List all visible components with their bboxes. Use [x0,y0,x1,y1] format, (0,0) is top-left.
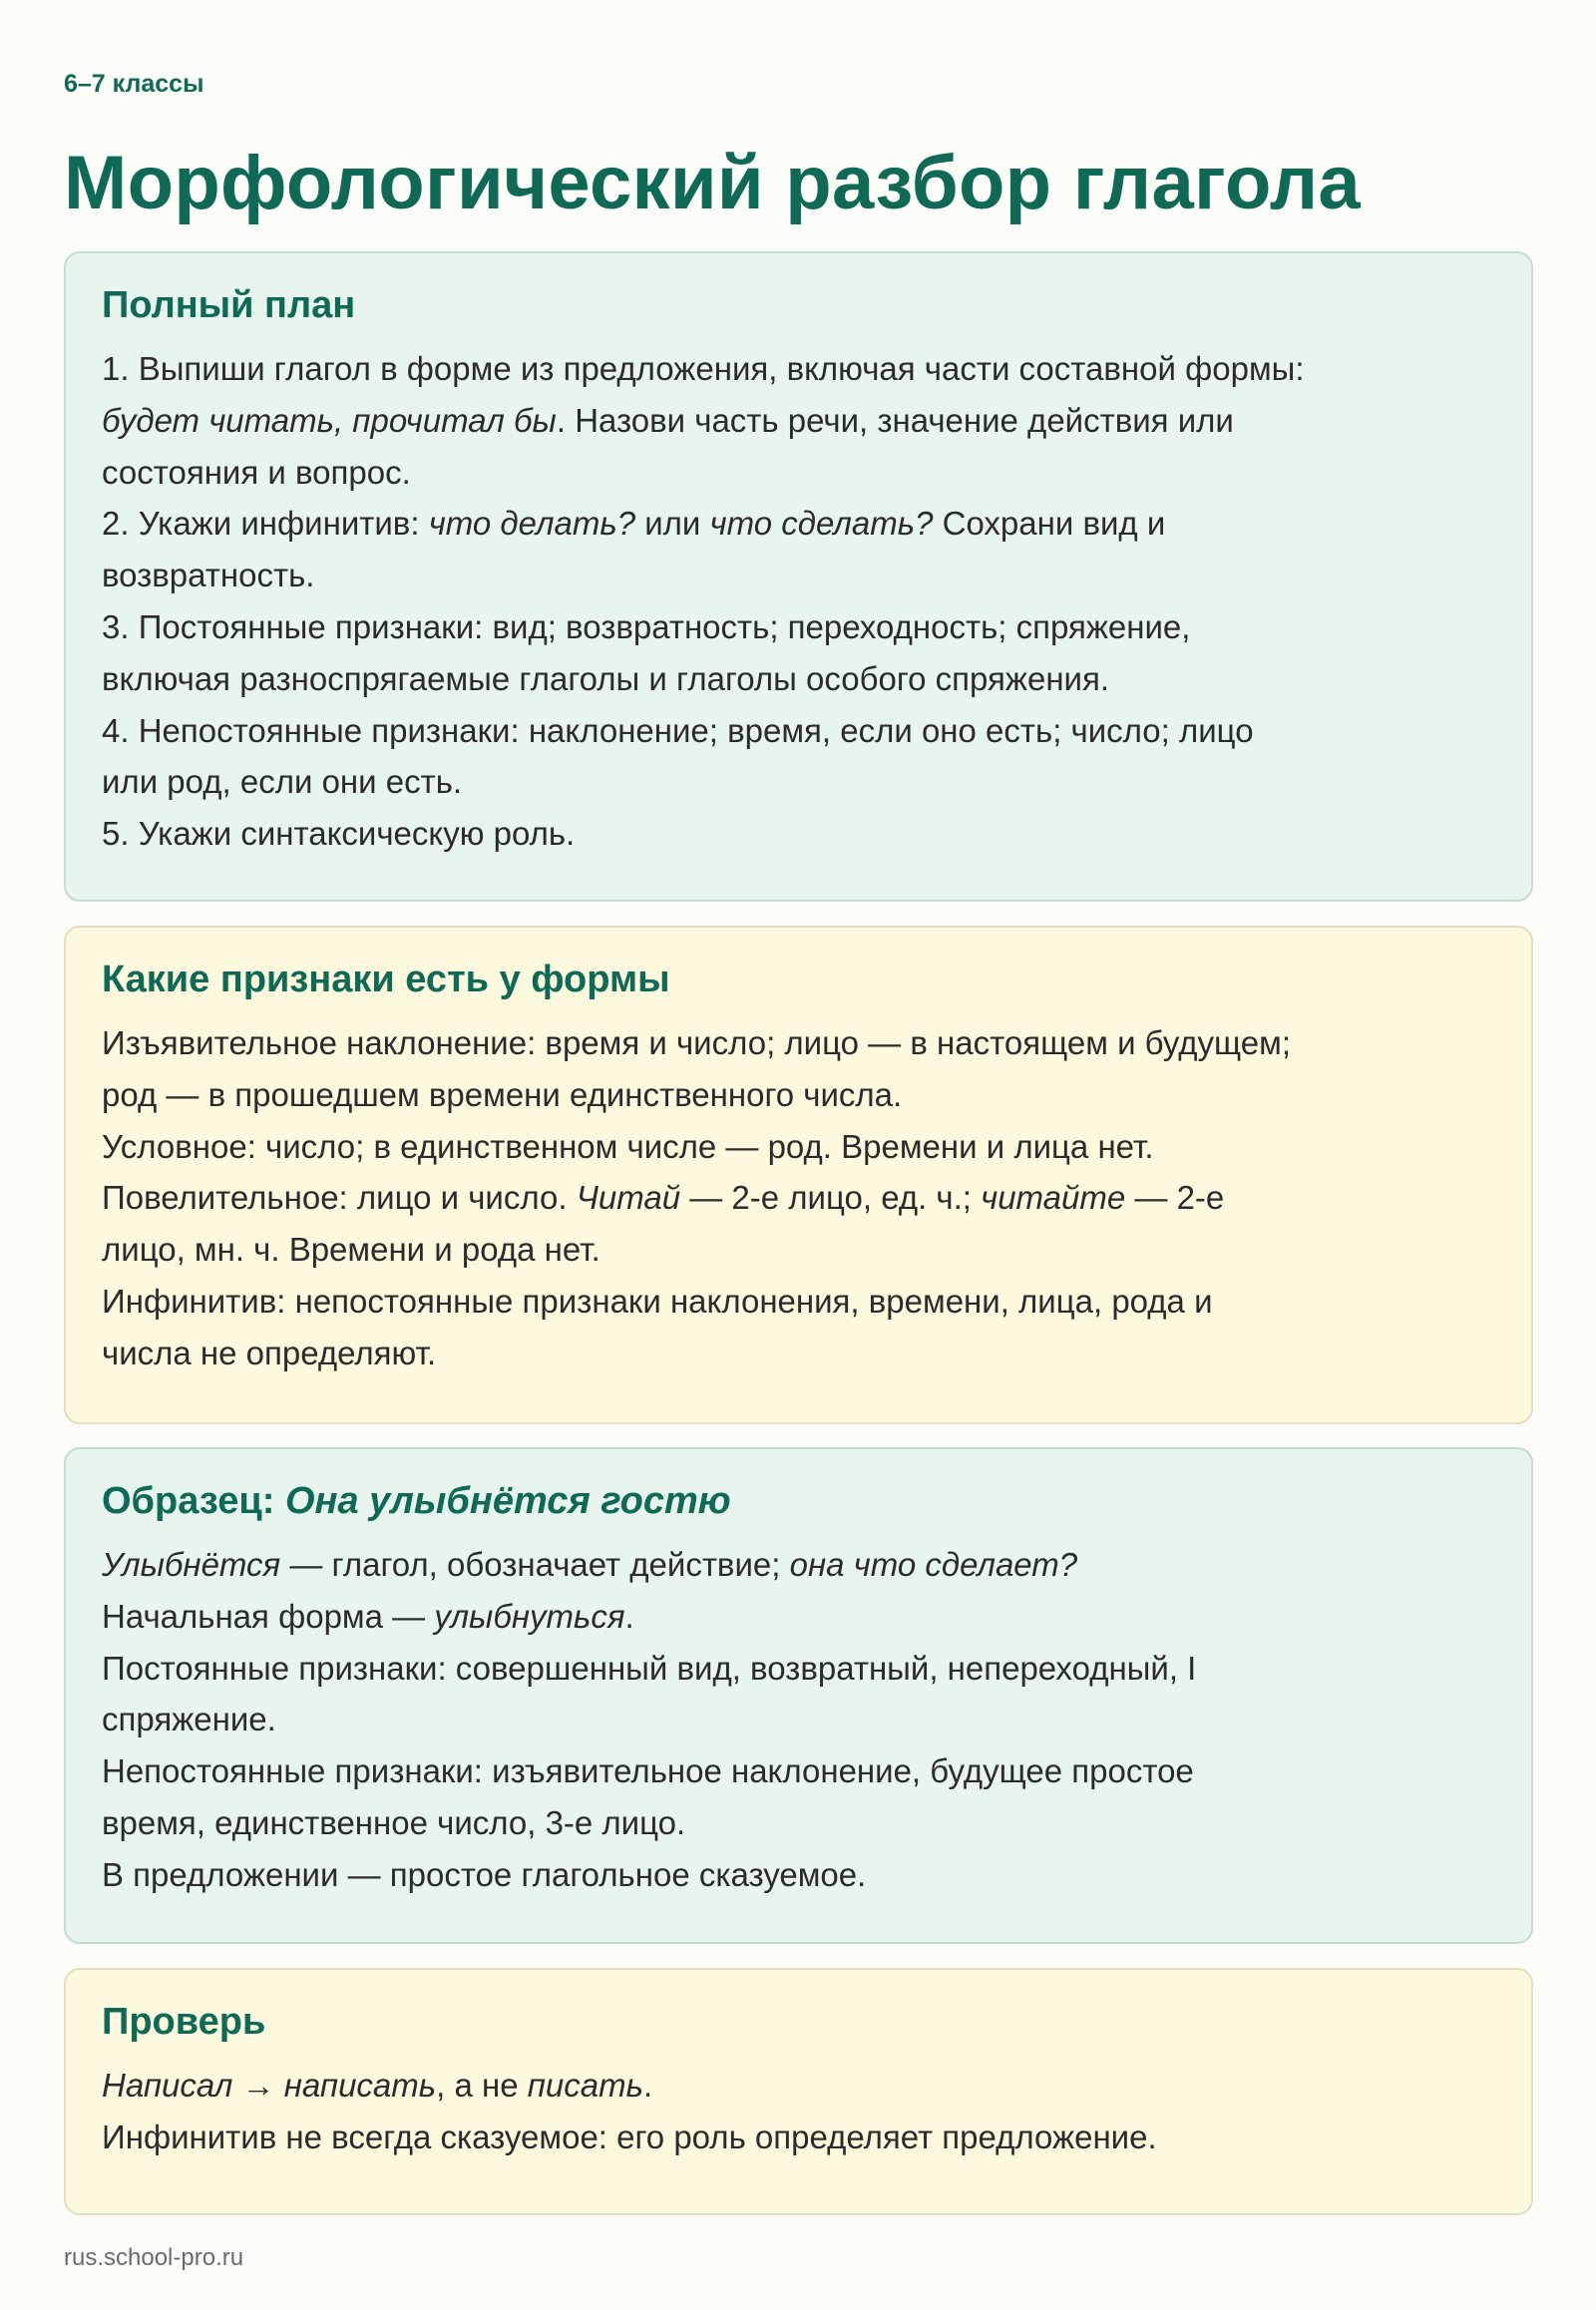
features-example-2: читайте [981,1179,1126,1217]
features-line-2: род — в прошедшем времени единственного числа. [102,1075,903,1113]
plan-example-forms: будет читать, прочитал бы [102,401,557,439]
check-card [64,1968,1533,2215]
plan-line-3: состояния и вопрос. [102,453,411,491]
sample-line-1: Улыбнётся — глагол, обозначает действие; она что сделает? [102,1546,1078,1583]
sample-question: она что сделает? [789,1546,1078,1583]
plan-line-6: 3. Постоянные признаки: вид; возвратность; переходность; спряжение, [102,607,1191,645]
check-line-2: Инфинитив не всегда сказуемое: его роль определяет предложение. [102,2118,1157,2155]
features-card [64,926,1533,1424]
check-correct-infinitive: написать [283,2067,437,2104]
sample-line-4: спряжение. [102,1701,276,1738]
sample-sentence: Она улыбнётся гостю [284,1480,731,1522]
grade-label: 6–7 классы [64,70,204,98]
sample-line-3: Постоянные признаки: совершенный вид, возвратный, непереходный, I [102,1649,1197,1687]
plan-question-2: что сделать? [709,505,934,543]
plan-line-9: или род, если они есть. [102,763,463,801]
plan-card-body [102,343,1495,860]
sample-line-7: В предложении — простое глагольное сказуемое. [102,1855,867,1893]
footer-site-link[interactable]: rus.school-pro.ru [64,2244,244,2271]
check-card-title: Проверь [102,2001,266,2043]
features-card-title: Какие признаки есть у формы [102,959,670,1000]
arrow-right-icon: → [232,2067,284,2104]
sample-card-body [102,1539,1495,1901]
features-line-3: Условное: число; в единственном числе — род. Времени и лица нет. [102,1127,1154,1165]
sample-infinitive: улыбнуться [434,1597,625,1635]
page-title: Морфологический разбор глагола [64,141,1361,225]
features-line-1: Изъявительное наклонение: время и число; лицо — в настоящем и будущем; [102,1024,1291,1061]
sample-line-5: Непостоянные признаки: изъявительное наклонение, будущее простое [102,1752,1194,1790]
plan-card-title: Полный план [102,284,356,326]
plan-line-1: 1. Выпиши глагол в форме из предложения, включая части составной формы: [102,350,1305,387]
plan-question-1: что делать? [428,505,636,543]
features-line-6: Инфинитив: непостоянные признаки наклонения, времени, лица, рода и [102,1282,1213,1320]
sample-verb: Улыбнётся [102,1546,281,1583]
plan-line-2: будет читать, прочитал бы. Назови часть речи, значение действия или [102,401,1234,439]
features-card-body [102,1017,1495,1379]
plan-line-4: 2. Укажи инфинитив: что делать? или что сделать? Сохрани вид и [102,505,1166,543]
sample-line-6: время, единственное число, 3-е лицо. [102,1803,686,1841]
plan-line-10: 5. Укажи синтаксическую роль. [102,815,576,853]
check-verb: Написал [102,2067,233,2104]
plan-line-5: возвратность. [102,557,315,594]
features-line-5: лицо, мн. ч. Времени и рода нет. [102,1231,600,1269]
features-line-7: числа не определяют. [102,1334,437,1371]
check-line-1: Написал → написать, а не писать. [102,2067,653,2104]
sample-line-2: Начальная форма — улыбнуться. [102,1597,634,1635]
sample-card-title: Образец: Она улыбнётся гостю [102,1480,731,1522]
check-wrong-infinitive: писать [527,2067,643,2104]
plan-line-8: 4. Непостоянные признаки: наклонение; время, если оно есть; число; лицо [102,711,1254,749]
features-example-1: Читай [576,1179,681,1217]
plan-line-7: включая разноспрягаемые глаголы и глаголы особого спряжения. [102,659,1110,697]
check-card-body [102,2060,1495,2163]
sample-card [64,1447,1533,1944]
plan-card [64,251,1533,902]
features-line-4: Повелительное: лицо и число. Читай — 2-е лицо, ед. ч.; читайте — 2-е [102,1179,1225,1217]
